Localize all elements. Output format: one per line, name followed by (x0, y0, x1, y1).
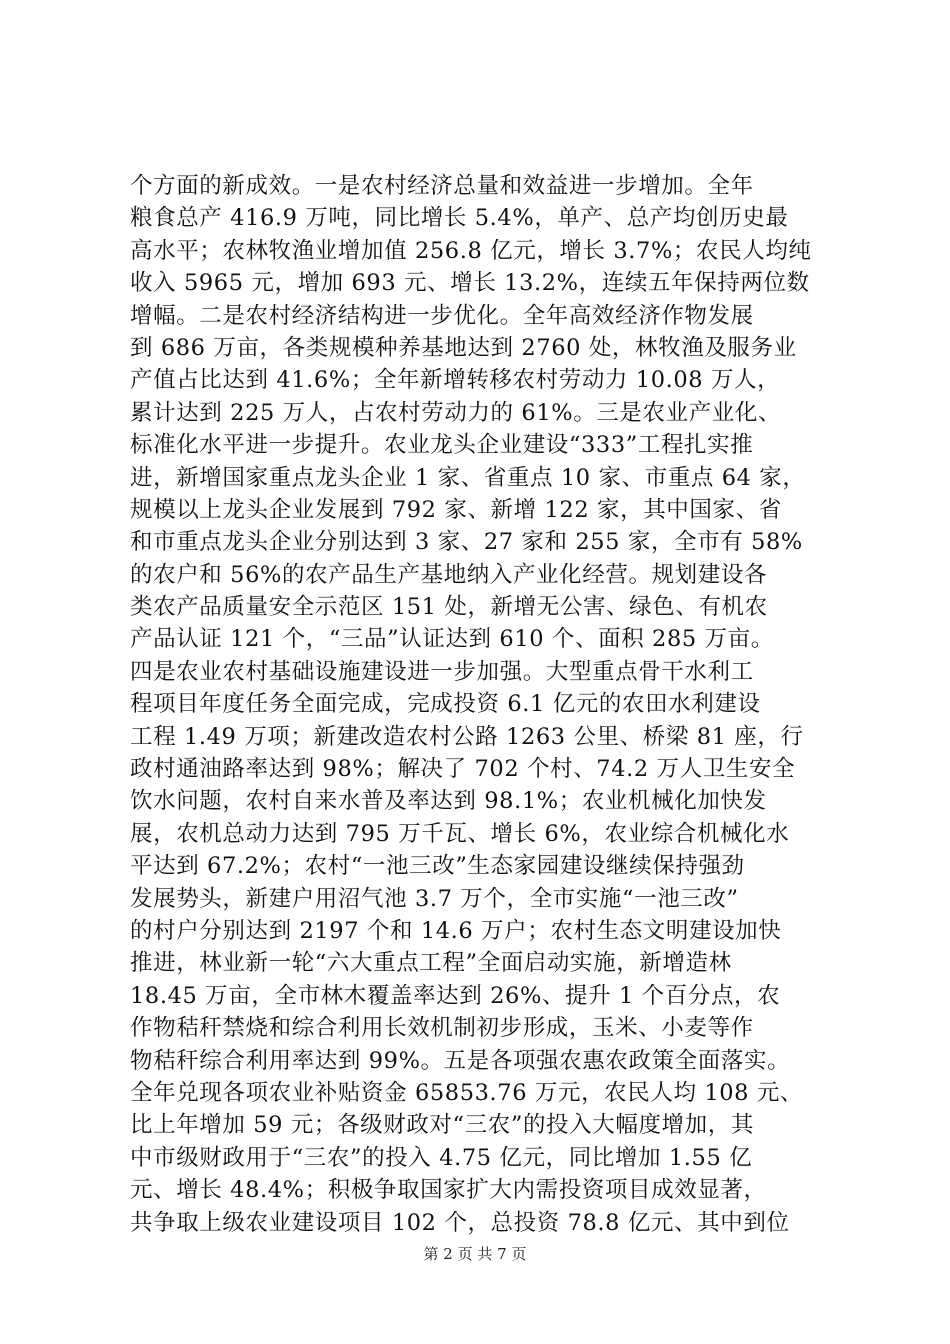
text-line: 全年兑现各项农业补贴资金 65853.76 万元，农民人均 108 元、 (130, 1079, 804, 1106)
text-line: 的农户和 56%的农产品生产基地纳入产业化经营。规划建设各 (130, 561, 768, 588)
text-line: 物秸秆综合利用率达到 99%。五是各项强农惠农政策全面落实。 (130, 1047, 791, 1074)
text-line: 政村通油路率达到 98%；解决了 702 个村、74.2 万人卫生安全 (130, 756, 796, 783)
text-line: 饮水问题，农村自来水普及率达到 98.1%；农业机械化加快发 (130, 788, 767, 815)
text-line: 作物秸秆禁烧和综合利用长效机制初步形成，玉米、小麦等作 (130, 1015, 754, 1042)
text-line: 增幅。二是农村经济结构进一步优化。全年高效经济作物发展 (130, 302, 754, 329)
text-line: 粮食总产 416.9 万吨，同比增长 5.4%，单产、总产均创历史最 (130, 205, 789, 232)
text-line: 和市重点龙头企业分别达到 3 家、27 家和 255 家，全市有 58% (130, 529, 803, 556)
text-line: 比上年增加 59 元；各级财政对“三农”的投入大幅度增加，其 (130, 1112, 754, 1139)
text-line: 四是农业农村基础设施建设进一步加强。大型重点骨干水利工 (130, 658, 754, 685)
text-line: 进，新增国家重点龙头企业 1 家、省重点 10 家、市重点 64 家， (130, 464, 806, 491)
text-line: 个方面的新成效。一是农村经济总量和效益进一步增加。全年 (130, 173, 754, 199)
text-line: 规模以上龙头企业发展到 792 家、新增 122 家，其中国家、省 (130, 496, 782, 523)
text-line: 到 686 万亩，各类规模种养基地达到 2760 处，林牧渔及服务业 (130, 334, 797, 361)
text-line: 产值占比达到 41.6%；全年新增转移农村劳动力 10.08 万人， (130, 367, 781, 394)
page-number-footer: 第 2 页 共 7 页 (423, 1245, 527, 1263)
text-line: 累计达到 225 万人，占农村劳动力的 61%。三是农业产业化、 (130, 399, 782, 426)
text-line: 工程 1.49 万项；新建改造农村公路 1263 公里、桥梁 81 座，行 (130, 723, 804, 750)
text-line: 类农产品质量安全示范区 151 处，新增无公害、绿色、有机农 (130, 594, 768, 621)
text-line: 收入 5965 元，增加 693 元、增长 13.2%，连续五年保持两位数 (130, 270, 810, 297)
text-line: 发展势头，新建户用沼气池 3.7 万个，全市实施“一池三改” (130, 885, 739, 912)
text-line: 程项目年度任务全面完成，完成投资 6.1 亿元的农田水利建设 (130, 691, 761, 718)
text-line: 高水平；农林牧渔业增加值 256.8 亿元，增长 3.7%；农民人均纯 (130, 237, 812, 264)
text-line: 中市级财政用于“三农”的投入 4.75 亿元，同比增加 1.55 亿 (130, 1144, 753, 1171)
text-line: 平达到 67.2%；农村“一池三改”生态家园建设继续保持强劲 (130, 853, 745, 880)
text-line: 18.45 万亩，全市林木覆盖率达到 26%、提升 1 个百分点，农 (130, 982, 781, 1009)
text-line: 标准化水平进一步提升。农业龙头企业建设“333”工程扎实推 (130, 432, 754, 459)
text-line: 的村户分别达到 2197 个和 14.6 万户；农村生态文明建设加快 (130, 917, 782, 944)
text-line: 产品认证 121 个，“三品”认证达到 610 个、面积 285 万亩。 (130, 626, 774, 653)
text-line: 推进，林业新一轮“六大重点工程”全面启动实施，新增造林 (130, 950, 732, 977)
text-line: 展，农机总动力达到 795 万千瓦、增长 6%，农业综合机械化水 (130, 820, 790, 847)
body-text (130, 170, 830, 1239)
text-line: 共争取上级农业建设项目 102 个，总投资 78.8 亿元、其中到位 (130, 1209, 790, 1236)
text-line: 元、增长 48.4%；积极争取国家扩大内需投资项目成效显著， (130, 1177, 767, 1204)
